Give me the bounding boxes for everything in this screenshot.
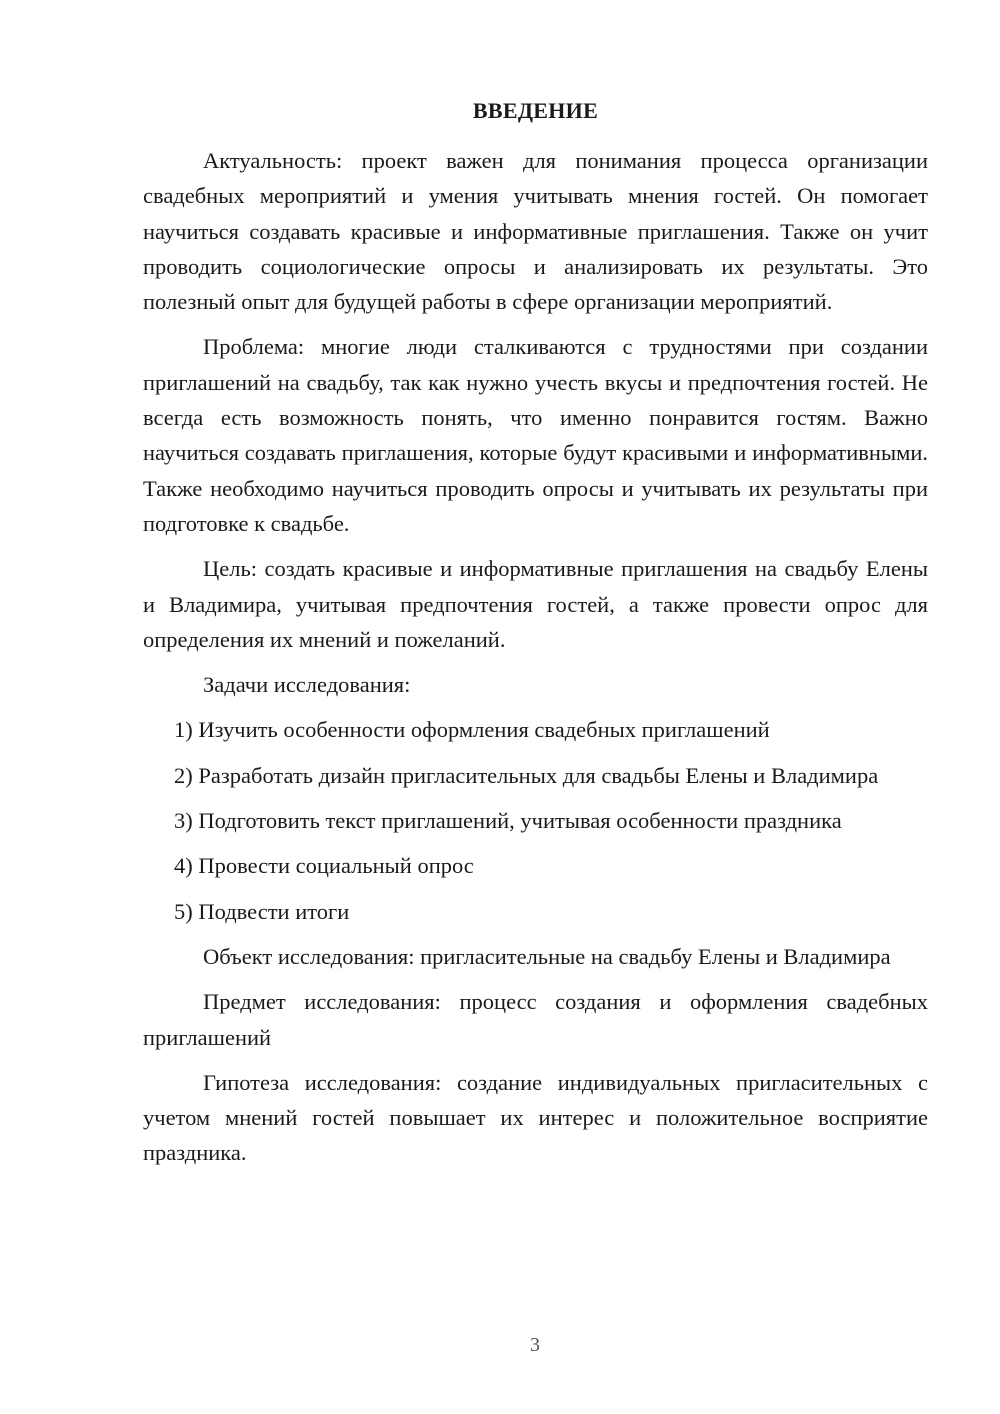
paragraph-hypothesis: Гипотеза исследования: создание индивидуальных пригласительных с учетом мнений гостей повышает их интерес и положительное восприятие праздника. (143, 1069, 928, 1166)
page-title: ВВЕДЕНИЕ (472, 98, 599, 123)
paragraph-goal: Цель: создать красивые и информативные приглашения на свадьбу Елены и Владимира, учитывая предпочтения гостей, а также провести опрос для определения их мнений и пожеланий. (143, 556, 928, 652)
task-item-3: 3) Подготовить текст приглашений, учитывая особенности праздника (174, 808, 842, 834)
page-number: 3 (530, 1334, 540, 1356)
paragraph-problem: Проблема: многие люди сталкиваются с трудностями при создании приглашений на свадьбу, так как нужно учесть вкусы и предпочтения гостей. Не всегда есть возможность понять, что именно понравится гостям. Важно научиться создавать приглашения, которые будут красивыми и информативными. Также необходимо научиться проводить опросы и учитывать их результаты при подготовке к свадьбе. (143, 334, 928, 536)
paragraph-tasks-heading: Задачи исследования: (203, 672, 411, 698)
task-item-1: 1) Изучить особенности оформления свадебных приглашений (174, 717, 770, 743)
task-item-2: 2) Разработать дизайн пригласительных для свадьбы Елены и Владимира (174, 762, 879, 788)
task-item-4: 4) Провести социальный опрос (174, 853, 474, 879)
paragraph-object: Объект исследования: пригласительные на свадьбу Елены и Владимира (203, 943, 891, 969)
paragraph-relevance: Актуальность: проект важен для понимания процесса организации свадебных мероприятий и умения учитывать мнения гостей. Он помогает научиться создавать красивые и информативные приглашения. Также он учит проводить социологические опросы и анализировать их результаты. Это полезный опыт для будущей работы в сфере организации мероприятий. (143, 148, 928, 315)
task-item-5: 5) Подвести итоги (174, 898, 350, 924)
document-body (143, 143, 928, 1181)
paragraph-subject: Предмет исследования: процесс создания и оформления свадебных приглашений (143, 989, 928, 1050)
